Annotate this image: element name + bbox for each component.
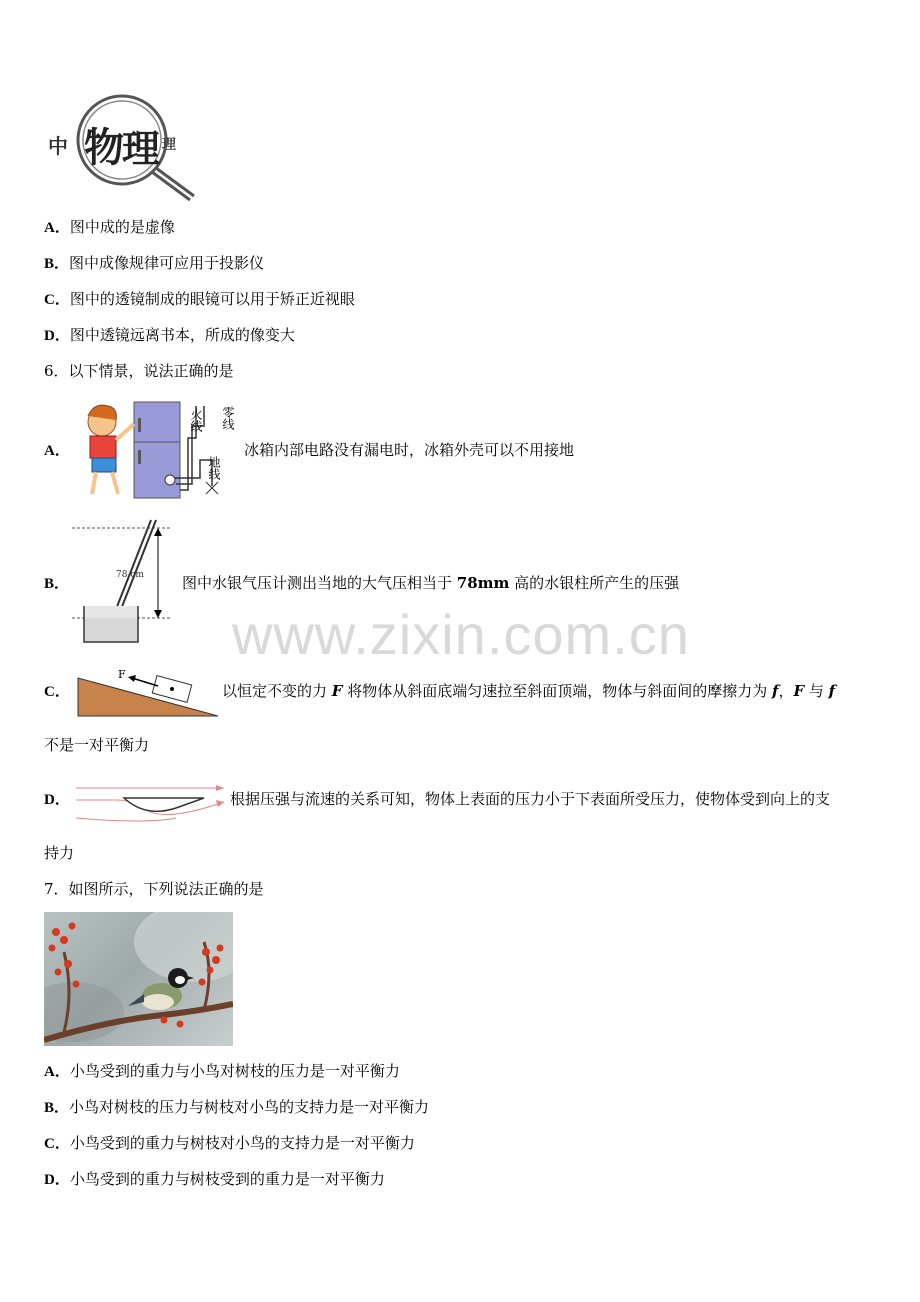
q6-option-b-text: 图中水银气压计测出当地的大气压相当于 78mm 高的水银柱所产生的压强: [182, 574, 680, 592]
q5-option-b: B．图中成像规律可应用于投影仪: [44, 254, 265, 272]
q6-option-d-text: 根据压强与流速的关系可知，物体上表面的压力小于下表面所受压力，使物体受到向上的支: [230, 790, 831, 808]
bird-photo: [44, 912, 233, 1046]
q5-option-d: D．图中透镜远离书本，所成的像变大: [44, 326, 295, 344]
magnifier-text-right: 理: [162, 137, 176, 153]
q7-option-d: D．小鸟受到的重力与树枝受到的重力是一对平衡力: [44, 1170, 385, 1188]
incline-illustration: [76, 670, 220, 718]
q6-option-c-text: 以恒定不变的力 F 将物体从斜面底端匀速拉至斜面顶端，物体与斜面间的摩擦力为 f，F 与 f: [222, 682, 836, 700]
fig-zero-wire-label: 零线: [221, 406, 235, 430]
fig-mercury-height-label: 78 cm: [116, 570, 144, 580]
q5-option-c: C．图中的透镜制成的眼镜可以用于矫正近视眼: [44, 290, 355, 308]
magnifier-text-magnified: 物: [84, 124, 120, 171]
incline-figure: [76, 670, 220, 718]
q6-stem: 6．以下情景，说法正确的是: [44, 362, 234, 380]
q6-option-d-text-cont: 持力: [44, 844, 75, 862]
magnifier-text-left: 中: [48, 134, 68, 158]
bird-on-branch-illustration: [44, 912, 233, 1046]
q7-stem: 7．如图所示，下列说法正确的是: [44, 880, 264, 898]
q6-option-d-label: D．: [44, 792, 70, 808]
fig-fire-wire-label: 火线: [189, 408, 203, 432]
q7-option-c: C．小鸟受到的重力与树枝对小鸟的支持力是一对平衡力: [44, 1134, 415, 1152]
watermark: www.zixin.com.cn: [232, 603, 690, 666]
fig-force-label: F: [118, 668, 126, 681]
q6-option-c-text-cont: 不是一对平衡力: [44, 736, 150, 754]
q7-option-a: A．小鸟受到的重力与小鸟对树枝的压力是一对平衡力: [44, 1062, 400, 1080]
airfoil-figure: [76, 778, 226, 824]
fridge-boy-illustration: [72, 398, 242, 502]
q6-option-a-label: A．: [44, 443, 70, 459]
magnifier-figure: [44, 92, 194, 204]
q6-option-b-label: B．: [44, 576, 70, 592]
fridge-figure: [72, 398, 242, 502]
fig-ground-wire-label: 地线: [207, 456, 221, 480]
barometer-figure: [72, 518, 180, 646]
q6-option-c-label: C．: [44, 684, 70, 700]
airfoil-illustration: [76, 778, 226, 824]
magnifier-text-magnified-2: 理: [122, 126, 161, 171]
q5-option-a: A．图中成的是虚像: [44, 218, 175, 236]
q6-option-a-text: 冰箱内部电路没有漏电时，冰箱外壳可以不用接地: [244, 441, 575, 459]
barometer-illustration: [72, 518, 180, 646]
q7-option-b: B．小鸟对树枝的压力与树枝对小鸟的支持力是一对平衡力: [44, 1098, 430, 1116]
